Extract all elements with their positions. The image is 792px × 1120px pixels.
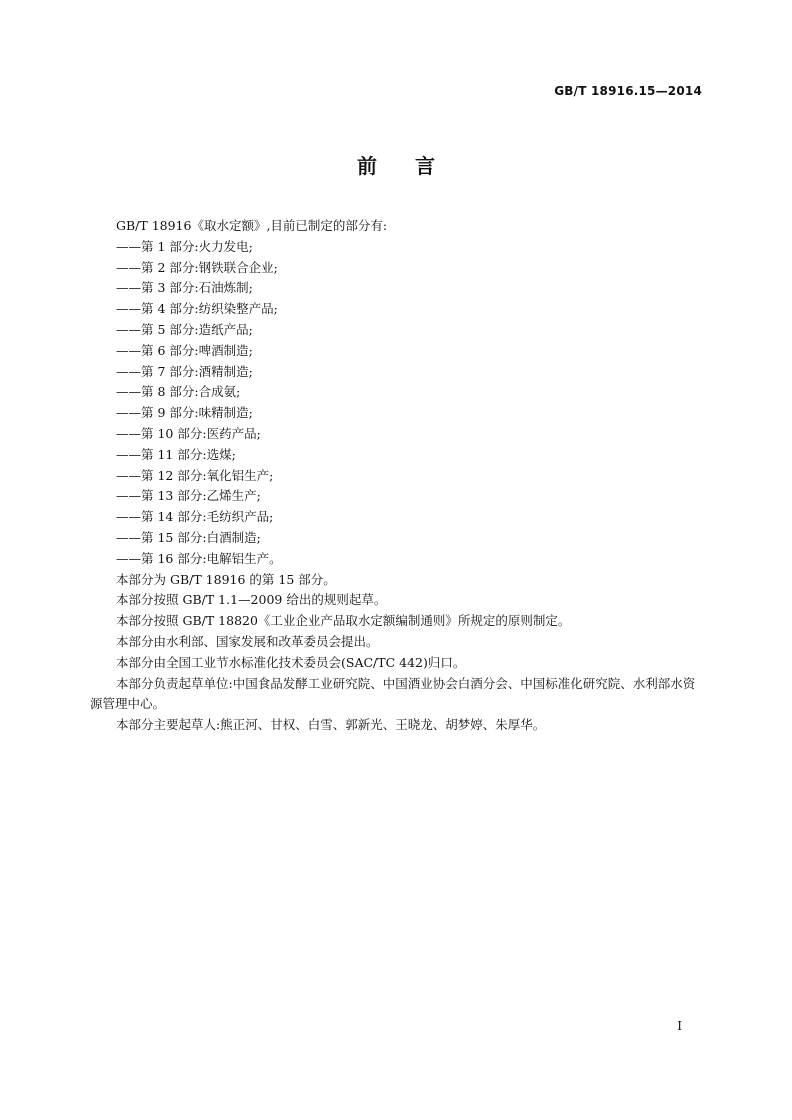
parts-list bbox=[90, 237, 702, 570]
paragraph-technical-committee: 本部分由全国工业节水标准化技术委员会(SAC/TC 442)归口。 bbox=[116, 654, 466, 670]
list-item: ——第 2 部分:钢铁联合企业; bbox=[116, 259, 278, 275]
page-title: 前言 bbox=[357, 154, 473, 178]
list-item: ——第 4 部分:纺织染整产品; bbox=[116, 301, 278, 317]
list-item: ——第 13 部分:乙烯生产; bbox=[116, 488, 261, 504]
paragraph-drafters: 本部分主要起草人:熊正河、甘权、白雪、郭新光、王晓龙、胡梦婷、朱厚华。 bbox=[116, 717, 546, 733]
list-item: ——第 10 部分:医药产品; bbox=[116, 425, 261, 441]
list-item: ——第 15 部分:白酒制造; bbox=[116, 529, 261, 545]
paragraph-proposed-by: 本部分由水利部、国家发展和改革委员会提出。 bbox=[116, 633, 379, 649]
paragraph-part-statement: 本部分为 GB/T 18916 的第 15 部分。 bbox=[116, 571, 336, 587]
document-body bbox=[90, 216, 702, 736]
page-number: I bbox=[677, 1019, 682, 1033]
intro-paragraph: GB/T 18916《取水定额》,目前已制定的部分有: bbox=[116, 218, 388, 233]
list-item: ——第 12 部分:氧化铝生产; bbox=[116, 467, 274, 483]
paragraph-principles: 本部分按照 GB/T 18820《工业企业产品取水定额编制通则》所规定的原则制定。 bbox=[116, 613, 571, 629]
list-item: ——第 5 部分:造纸产品; bbox=[116, 321, 253, 337]
list-item: ——第 8 部分:合成氨; bbox=[116, 384, 241, 400]
list-item: ——第 9 部分:味精制造; bbox=[116, 405, 253, 421]
list-item: ——第 16 部分:电解铝生产。 bbox=[116, 550, 282, 566]
paragraph-drafting-rules: 本部分按照 GB/T 1.1—2009 给出的规则起草。 bbox=[116, 592, 387, 608]
list-item: ——第 7 部分:酒精制造; bbox=[116, 363, 253, 379]
paragraph-drafting-units: 本部分负责起草单位:中国食品发酵工业研究院、中国酒业协会白酒分会、中国标准化研究院、水利部水资源管理中心。 bbox=[90, 675, 696, 712]
document-code: GB/T 18916.15—2014 bbox=[554, 84, 702, 98]
list-item: ——第 6 部分:啤酒制造; bbox=[116, 342, 253, 358]
list-item: ——第 11 部分:选煤; bbox=[116, 446, 236, 462]
list-item: ——第 1 部分:火力发电; bbox=[116, 238, 253, 254]
list-item: ——第 3 部分:石油炼制; bbox=[116, 280, 253, 296]
list-item: ——第 14 部分:毛纺织产品; bbox=[116, 509, 274, 525]
